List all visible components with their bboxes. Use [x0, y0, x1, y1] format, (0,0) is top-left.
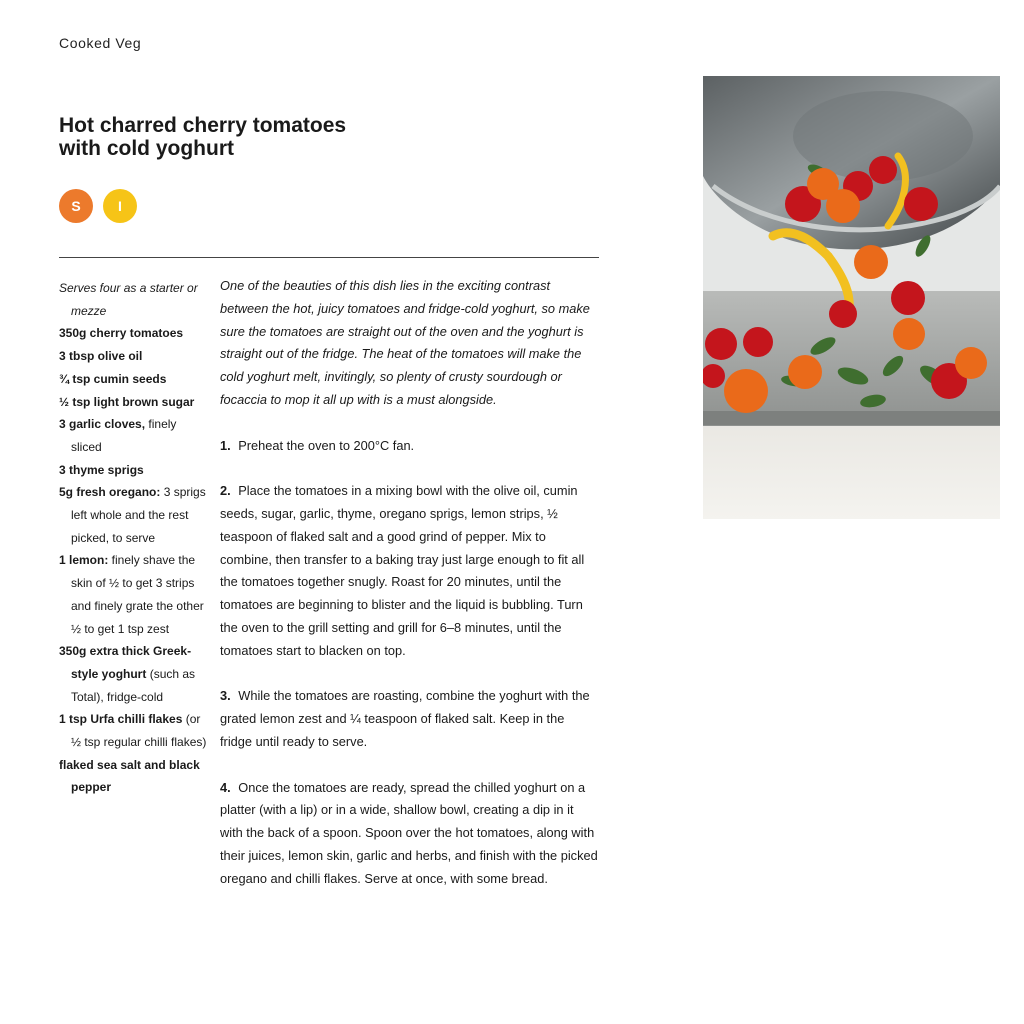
- badge-i: I: [103, 189, 137, 223]
- ingredient-name: 1 lemon:: [59, 553, 109, 568]
- ingredient-note: (or ½ tsp regular chilli flakes): [71, 712, 207, 750]
- step-number: 1.: [220, 437, 231, 453]
- step-text: Preheat the oven to 200°C fan.: [238, 437, 415, 453]
- ingredient-name: ¾ tsp cumin seeds: [59, 371, 167, 386]
- ingredient-name: 5g fresh oregano:: [59, 485, 161, 500]
- tomatoes-illustration: [703, 76, 1000, 519]
- ingredient-name: 350g extra thick Greek-style yoghurt: [59, 644, 192, 681]
- ingredient-name: 3 tbsp olive oil: [59, 349, 143, 364]
- ingredient-name: 3 garlic cloves,: [59, 417, 146, 432]
- ingredient-item: [59, 345, 209, 368]
- ingredient-note: finely shave the skin of ½ to get 3 strips and finely grate the other ½ to get 1 tsp zest: [71, 553, 204, 636]
- ingredient-name: ½ tsp light brown sugar: [59, 394, 195, 409]
- ingredient-name: flaked sea salt and black pepper: [59, 757, 200, 795]
- ingredient-note: 3 sprigs left whole and the rest picked, to serve: [71, 485, 206, 545]
- step-text: Place the tomatoes in a mixing bowl with the olive oil, cumin seeds, sugar, garlic, thyme, oregano sprigs, lemon strips, ½ teaspoon of flaked salt and a good grind of pepper. Mix to combine, then transfer to a baking tray just large enough to fit all the tomatoes together snugly. Roast for 20 minutes, until the tomatoes are beginning to blister and the liquid is bubbling. Turn the oven to the grill setting and grill for 6–8 minutes, until the tomatoes start to blacken on top.: [220, 483, 585, 658]
- method-step: [220, 480, 598, 662]
- ingredient-note: finely sliced: [71, 417, 177, 454]
- ingredient-note: (such as Total), fridge-cold: [71, 666, 196, 704]
- ingredient-name: 350g cherry tomatoes: [59, 326, 184, 341]
- ingredient-item: [59, 754, 209, 799]
- recipe-title-line-2: with cold yoghurt: [59, 137, 234, 160]
- recipe-title: [59, 114, 419, 160]
- divider-rule: [59, 257, 599, 258]
- ingredient-item: [59, 413, 209, 458]
- recipe-title-line-1: Hot charred cherry tomatoes: [59, 114, 347, 137]
- method-column: [220, 275, 598, 913]
- step-number: 4.: [220, 779, 231, 795]
- ingredient-name: 3 thyme sprigs: [59, 462, 144, 477]
- intro-paragraph: One of the beauties of this dish lies in the exciting contrast between the hot, juicy tomatoes and fridge-cold yoghurt, so make sure the tomatoes are straight out of the oven and the yoghurt is straight out of the fridge. The heat of the tomatoes will make the cold yoghurt melt, invitingly, so plenty of crusty sourdough or focaccia to mop it all up with is a must alongside.: [220, 278, 590, 407]
- ingredient-item: [59, 391, 209, 414]
- section-header: Cooked Veg: [59, 35, 142, 51]
- badge-s: S: [59, 189, 93, 223]
- ingredient-item: [59, 459, 209, 482]
- ingredient-item: [59, 549, 209, 640]
- step-number: 3.: [220, 688, 231, 704]
- serves-note: Serves four as a starter or mezze: [59, 281, 198, 318]
- recipe-photo: [703, 76, 1000, 519]
- diet-badges: [59, 189, 137, 223]
- ingredient-name: 1 tsp Urfa chilli flakes: [59, 712, 183, 727]
- ingredient-item: [59, 368, 209, 391]
- method-step: [220, 435, 598, 458]
- method-step: [220, 685, 598, 753]
- step-number: 2.: [220, 483, 231, 499]
- step-text: While the tomatoes are roasting, combine the yoghurt with the grated lemon zest and ¼ teaspoon of flaked salt. Keep in the fridge until ready to serve.: [220, 688, 590, 749]
- step-text: Once the tomatoes are ready, spread the chilled yoghurt on a platter (with a lip) or in a wide, shallow bowl, creating a dip in it with the back of a spoon. Spoon over the hot tomatoes, along with their juices, lemon skin, garlic and herbs, and finish with the picked oregano and chilli flakes. Serve at once, with some bread.: [220, 779, 598, 886]
- method-step: [220, 777, 598, 891]
- ingredient-item: [59, 640, 209, 708]
- ingredient-item: [59, 322, 209, 345]
- ingredient-item: [59, 481, 209, 549]
- ingredient-item: [59, 708, 209, 753]
- ingredients-list: [59, 277, 209, 799]
